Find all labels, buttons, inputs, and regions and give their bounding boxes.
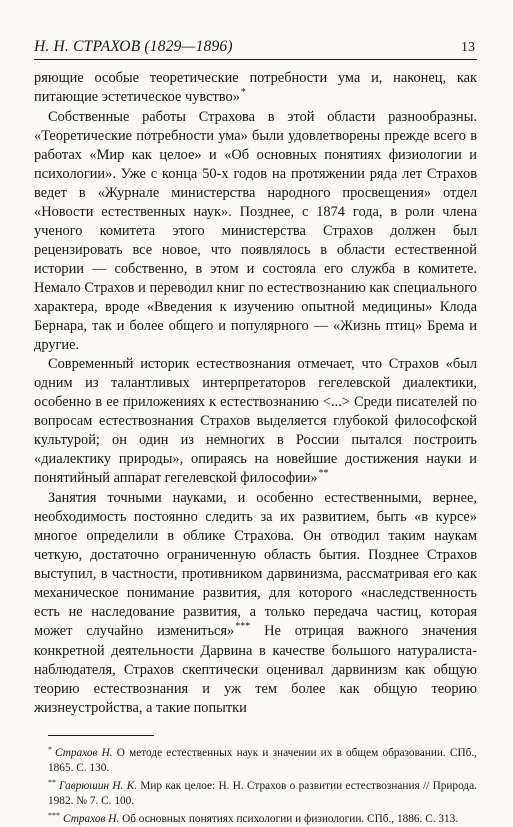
footnote-author: Страхов Н. bbox=[63, 813, 120, 825]
footnote-marker: ** bbox=[318, 468, 329, 479]
footnote bbox=[48, 746, 477, 776]
paragraph-text: Занятия точными науками, и особенно естественными, вернее, необходимость постоянно следить за их развитием, быть «в курсе» многое определили в облике Страхова. Он отводил таким наукам четкую, достаточно ограниченную область бытия. Позднее Страхов выступил, в частности, противником дарвинизма, рассматривая его как механическое понимание развития, для которого «наследственность есть не наследование развития, а только передача частиц, которая может случайно измениться» bbox=[34, 490, 477, 639]
footnote-marker: *** bbox=[235, 621, 251, 632]
page-number: 13 bbox=[461, 40, 475, 55]
paragraph bbox=[34, 355, 477, 489]
footnote-text: Об основных понятиях психологии и физиологии. СПб., 1886. С. 313. bbox=[122, 813, 459, 825]
paragraph bbox=[34, 69, 477, 108]
footnote-marker: ** bbox=[48, 778, 56, 787]
body-text bbox=[34, 69, 477, 718]
footnote bbox=[48, 812, 477, 827]
footnote-author: Страхов Н. bbox=[55, 747, 113, 759]
paragraph bbox=[34, 489, 477, 718]
footnote-author: Гаврюшин Н. К. bbox=[59, 780, 138, 792]
footnote-separator bbox=[48, 735, 154, 736]
paragraph-text: Современный историк естествознания отмечает, что Страхов «был одним из талантливых интерпретаторов гегелевской диалектики, особенно в ее приложениях к естествознанию <...> Среди писателей по вопросам естествознания Страхов выделяется глубокой философской культурой; он один из немногих в России пытался построить «диалектику природы», опираясь на новейшие достижения науки и понятийный аппарат гегелевской философии» bbox=[34, 356, 477, 486]
running-head: Н. Н. СТРАХОВ (1829—1896) bbox=[34, 38, 233, 55]
footnotes bbox=[34, 746, 477, 827]
footnote-text: Мир как целое: Н. Н. Страхов о развитии естествознания // Природа. 1982. № 7. С. 100. bbox=[48, 780, 477, 807]
footnote-text: О методе естественных наук и значении их в общем образовании. СПб., 1865. С. 130. bbox=[48, 747, 477, 774]
footnote-marker: * bbox=[240, 87, 246, 98]
footnote-marker: * bbox=[48, 745, 52, 754]
footnote bbox=[48, 779, 477, 809]
paragraph bbox=[34, 108, 477, 355]
footnote-marker: *** bbox=[48, 811, 60, 820]
paragraph-text: ряющие особые теоретические потребности ума и, наконец, как питающие эстетическое чувство» bbox=[34, 70, 477, 105]
paragraph-text: Собственные работы Страхова в этой области разнообразны. «Теоретические потребности ума» были удовлетворены прежде всего в работах «Мир как целое» и «Об основных понятиях физиологии и психологии». Уже с конца 50-х годов на протяжении ряда лет Страхов ведет в «Журнале министерства народного просвещения» отдел «Новости естественных наук». Позднее, с 1874 года, в роли члена ученого комитета этого министерства Страхов должен был рецензировать все новое, что появлялось в области естественной истории — собственно, в этом и состояла его служба в комитете. Немало Страхов и переводил книг по естествознанию как специального характера, вроде «Введения к изучению опытной медицины» Клода Бернара, так и более общего и популярного — «Жизнь птиц» Брема и другие. bbox=[34, 109, 477, 353]
paragraph-text-continued: Не отрицая важного значения конкретной деятельности Дарвина в качестве большого натуралиста-наблюдателя, Страхов скептически оценивал дарвинизм как общую теорию естествознания и уж тем более как общую теорию жизнеустройства, а такие попытки bbox=[34, 623, 477, 716]
page-header bbox=[34, 0, 477, 60]
